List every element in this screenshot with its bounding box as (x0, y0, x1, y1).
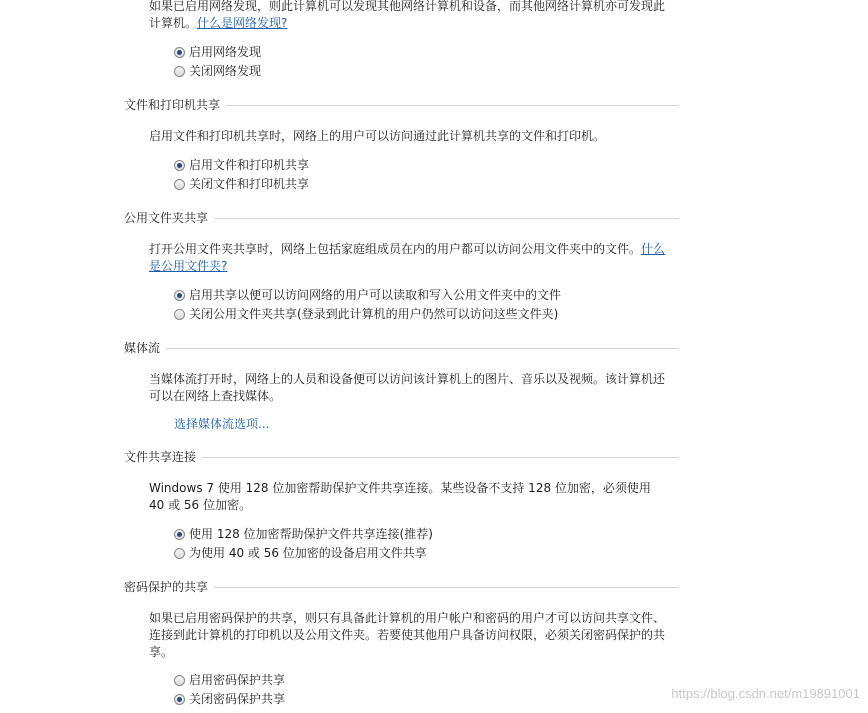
radio-enable-file-printer-sharing[interactable]: 启用文件和打印机共享 (174, 157, 309, 173)
radio-40-56-bit-encryption[interactable]: 为使用 40 或 56 位加密的设备启用文件共享 (174, 545, 427, 561)
section-header-media-stream: 媒体流 (124, 340, 679, 356)
password-sharing-description: 如果已启用密码保护的共享，则只有具备此计算机的用户帐户和密码的用户才可以访问共享文件、连接到此计算机的打印机以及公用文件夹。若要使其他用户具备访问权限，必须关闭密码保护的共享。 (149, 611, 666, 659)
radio-disable-file-printer-sharing[interactable]: 关闭文件和打印机共享 (174, 176, 309, 192)
radio-disable-password-sharing[interactable]: 关闭密码保护共享 (174, 691, 285, 707)
radio-button-checked[interactable] (174, 290, 185, 301)
section-header-file-printer: 文件和打印机共享 (124, 97, 679, 113)
radio-button-checked[interactable] (174, 529, 185, 540)
public-folder-help-link[interactable]: 什么是公用文件夹? (149, 242, 666, 273)
divider (124, 457, 679, 458)
network-discovery-description: 如果已启用网络发现，则此计算机可以发现其他网络计算机和设备，而其他网络计算机亦可发现此计算机。什么是网络发现? (149, 0, 666, 30)
section-header-public-folder: 公用文件夹共享 (124, 210, 679, 226)
radio-button[interactable] (174, 675, 185, 686)
radio-enable-network-discovery[interactable]: 启用网络发现 (174, 44, 261, 60)
radio-enable-public-folder-sharing[interactable]: 启用共享以便可以访问网络的用户可以读取和写入公用文件夹中的文件 (174, 287, 561, 303)
radio-button[interactable] (174, 66, 185, 77)
media-stream-description: 当媒体流打开时，网络上的人员和设备便可以访问该计算机上的图片、音乐以及视频。该计算机还可以在网络上查找媒体。 (149, 372, 666, 403)
radio-disable-network-discovery[interactable]: 关闭网络发现 (174, 63, 261, 79)
media-stream-options-link[interactable]: 选择媒体流选项... (174, 417, 270, 431)
radio-button[interactable] (174, 548, 185, 559)
watermark-text: https://blog.csdn.net/m19891001 (671, 686, 860, 701)
file-printer-description: 启用文件和打印机共享时，网络上的用户可以访问通过此计算机共享的文件和打印机。 (149, 129, 606, 143)
section-header-file-sharing-connections: 文件共享连接 (124, 449, 679, 465)
radio-button[interactable] (174, 309, 185, 320)
radio-disable-public-folder-sharing[interactable]: 关闭公用文件夹共享(登录到此计算机的用户仍然可以访问这些文件夹) (174, 306, 558, 322)
public-folder-description: 打开公用文件夹共享时，网络上包括家庭组成员在内的用户都可以访问公用文件夹中的文件。什么是公用文件夹? (149, 242, 666, 273)
radio-128-bit-encryption[interactable]: 使用 128 位加密帮助保护文件共享连接(推荐) (174, 526, 433, 542)
section-header-password-sharing: 密码保护的共享 (124, 579, 679, 595)
network-discovery-help-link[interactable]: 什么是网络发现? (197, 16, 288, 30)
divider (124, 348, 679, 349)
file-sharing-connections-description: Windows 7 使用 128 位加密帮助保护文件共享连接。某些设备不支持 128 位加密，必须使用 40 或 56 位加密。 (149, 481, 651, 512)
radio-button-checked[interactable] (174, 160, 185, 171)
radio-enable-password-sharing[interactable]: 启用密码保护共享 (174, 672, 285, 688)
radio-button[interactable] (174, 179, 185, 190)
radio-button-checked[interactable] (174, 47, 185, 58)
radio-button-checked[interactable] (174, 694, 185, 705)
